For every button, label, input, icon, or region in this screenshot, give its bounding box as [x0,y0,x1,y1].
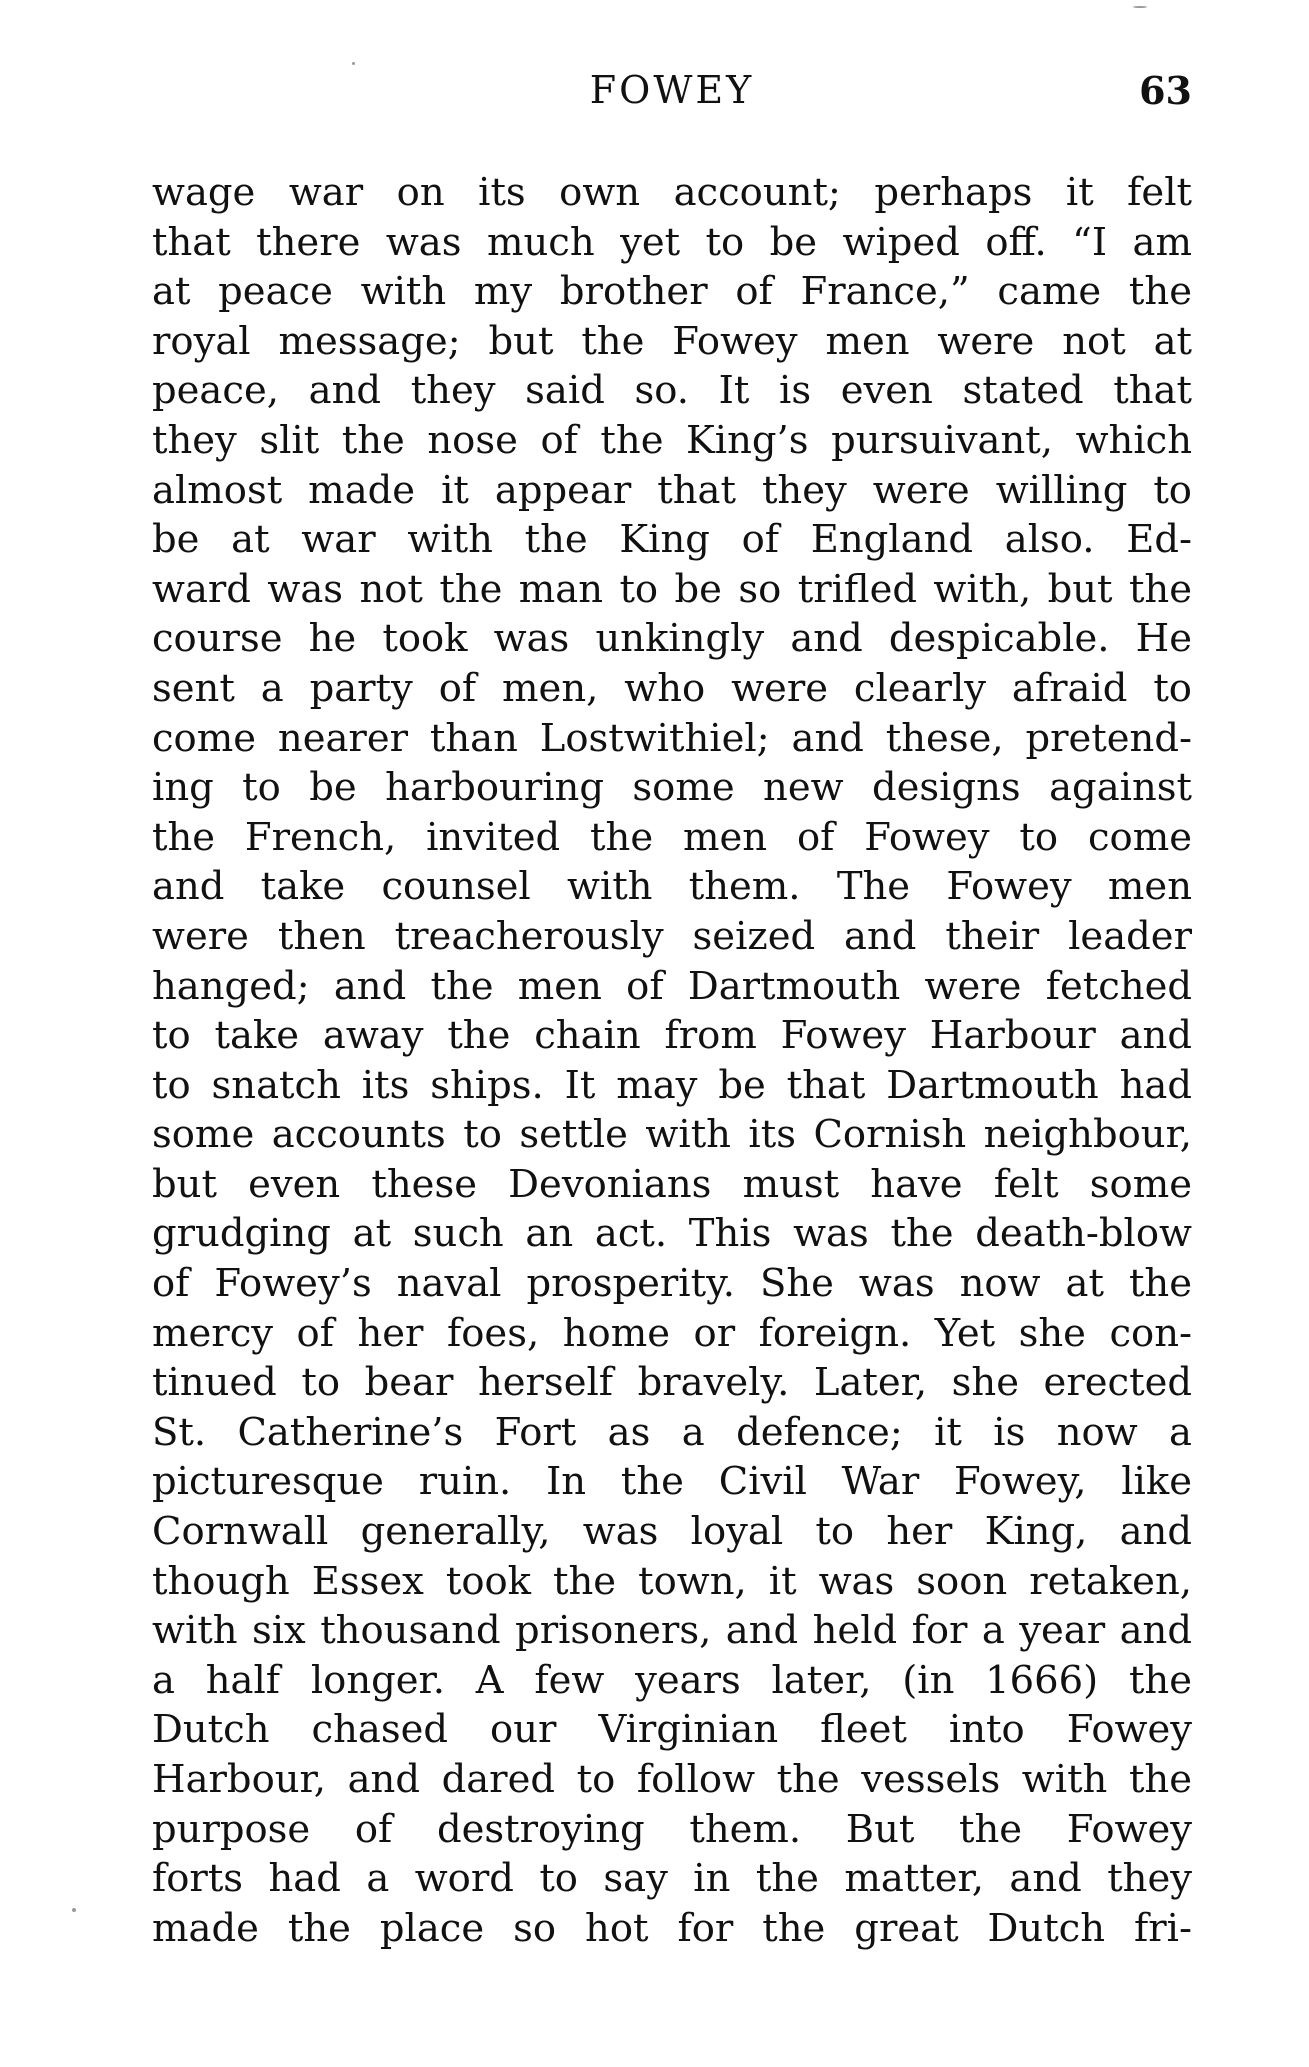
text-line: almost made it appear that they were willing to [152,467,1192,513]
text-line: peace, and they said so. It is even stated that [152,368,1192,414]
text-line: of Fowey’s naval prosperity. She was now at the [152,1261,1192,1307]
body-text [152,168,1192,1953]
scan-speck [1133,6,1147,8]
text-line: wage war on its own account; perhaps it felt [152,170,1192,215]
text-line: some accounts to settle with its Cornish neighbour, [152,1112,1192,1158]
page-number: 63 [1139,68,1192,113]
running-head [152,68,1192,124]
text-line: and take counsel with them. The Fowey men [152,864,1192,910]
text-line: be at war with the King of England also. Ed- [152,517,1192,563]
text-line: made the place so hot for the great Dutch fri- [152,1905,1192,1951]
text-line: come nearer than Lostwithiel; and these, pretend- [152,715,1192,761]
text-line: Harbour, and dared to follow the vessels with the [152,1757,1192,1802]
text-line: tinued to bear herself bravely. Later, she erected [152,1360,1192,1406]
scan-speck [72,1908,76,1912]
text-line: forts had a word to say in the matter, and they [152,1856,1192,1902]
text-line: were then treacherously seized and their leader [152,913,1192,959]
text-line: grudging at such an act. This was the death-blow [152,1211,1192,1257]
text-line: Cornwall generally, was loyal to her King, and [152,1509,1192,1555]
text-line: the French, invited the men of Fowey to come [152,814,1192,860]
text-line: hanged; and the men of Dartmouth were fetched [152,963,1192,1009]
text-line: at peace with my brother of France,” came the [152,269,1192,315]
running-title: FOWEY [589,68,755,112]
scan-speck [352,62,355,65]
text-line: that there was much yet to be wiped off. “I am [152,219,1192,265]
text-line: sent a party of men, who were clearly afraid to [152,665,1192,711]
text-line: course he took was unkingly and despicable. He [152,616,1192,662]
text-line: to snatch its ships. It may be that Dartmouth had [152,1062,1192,1108]
text-line: Dutch chased our Virginian fleet into Fowey [152,1707,1192,1753]
text-line: royal message; but the Fowey men were not at [152,318,1192,364]
text-line: to take away the chain from Fowey Harbour and [152,1013,1192,1059]
text-line: purpose of destroying them. But the Fowey [152,1806,1192,1852]
text-line: but even these Devonians must have felt some [152,1161,1192,1207]
text-line: ward was not the man to be so trifled with, but the [152,566,1192,612]
text-line: picturesque ruin. In the Civil War Fowey, like [152,1459,1192,1505]
text-line: ing to be harbouring some new designs against [152,765,1192,811]
text-line: a half longer. A few years later, (in 1666) the [152,1657,1192,1703]
text-line: with six thousand prisoners, and held for a year and [152,1608,1192,1654]
text-line: though Essex took the town, it was soon retaken, [152,1558,1192,1604]
text-line: St. Catherine’s Fort as a defence; it is now a [152,1409,1192,1455]
text-line: they slit the nose of the King’s pursuivant, which [152,417,1192,463]
text-line: mercy of her foes, home or foreign. Yet she con- [152,1310,1192,1356]
